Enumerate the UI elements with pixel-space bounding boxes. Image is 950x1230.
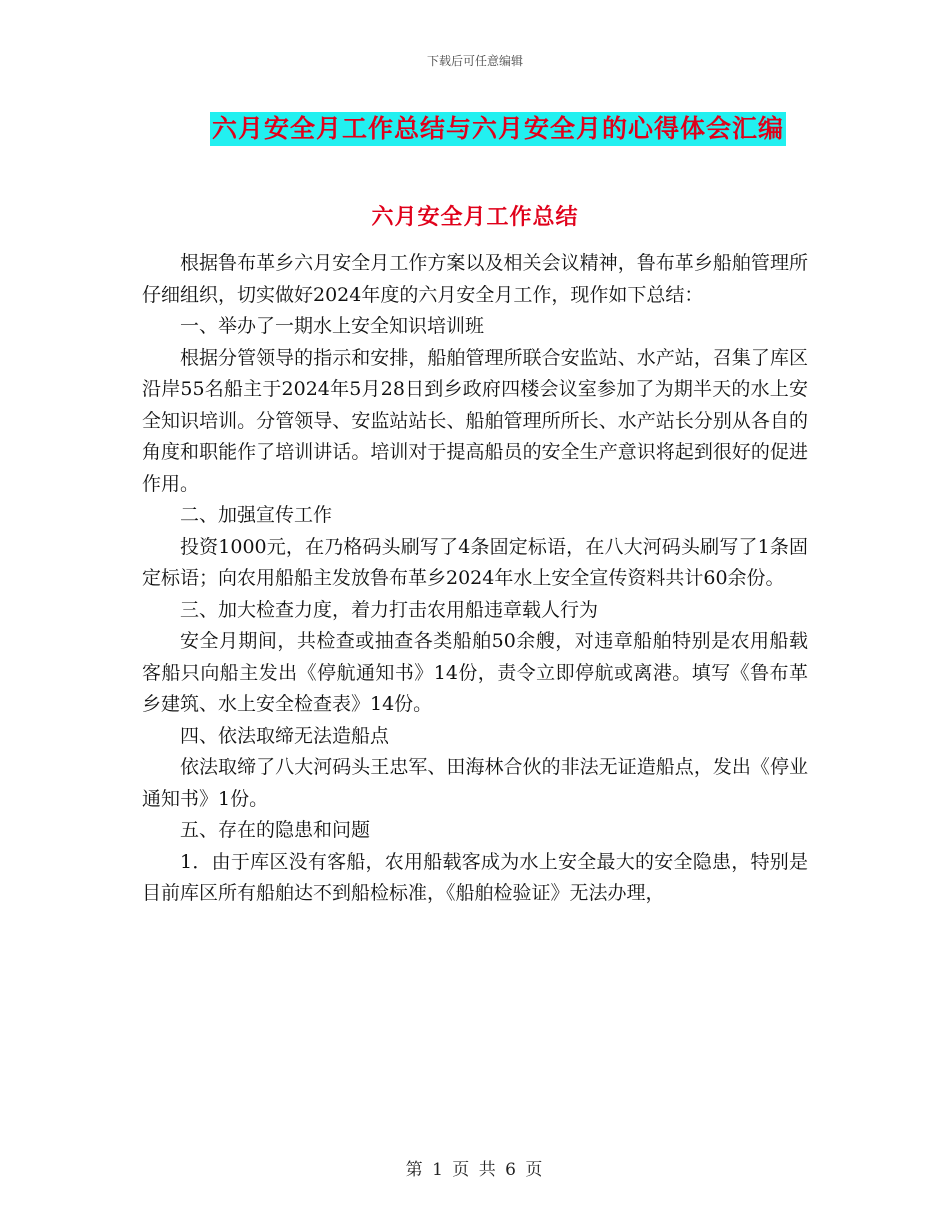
heading-ban: 四、依法取缔无法造船点 (180, 724, 390, 747)
heading-training: 一、举办了一期水上安全知识培训班 (180, 315, 485, 337)
document-title-container (0, 112, 950, 146)
paragraph-ban: 依法取缔了八大河码头王忠军、田海林合伙的非法无证造船点，发出《停业通知书》1份。 (142, 756, 808, 810)
paragraph-issues: 1．由于库区没有客船，农用船载客成为水上安全最大的安全隐患，特别是目前库区所有船舶达不到船检标准，《船舶检验证》无法办理， (142, 850, 808, 904)
paragraph-publicity: 投资1000元，在乃格码头刷写了4条固定标语，在八大河码头刷写了1条固定标语；向农用船船主发放鲁布革乡2024年水上安全宣传资料共计60余份。 (142, 535, 808, 589)
page-header-note: 下载后可任意编辑 (426, 54, 523, 68)
document-title: 六月安全月工作总结与六月安全月的心得体会汇编 (210, 112, 786, 146)
document-body (142, 248, 808, 910)
heading-publicity: 二、加强宣传工作 (180, 504, 333, 526)
paragraph-intro: 根据鲁布革乡六月安全月工作方案以及相关会议精神，鲁布革乡船舶管理所仔细组织，切实做好2024年度的六月安全月工作，现作如下总结： (142, 252, 808, 306)
paragraph-inspection: 安全月期间，共检查或抽查各类船舶50余艘，对违章船舶特别是农用船载客船只向船主发出《停航通知书》14份，责令立即停航或离港。填写《鲁布革乡建筑、水上安全检查表》14份。 (142, 630, 808, 715)
heading-issues: 五、存在的隐患和问题 (180, 819, 371, 841)
paragraph-training: 根据分管领导的指示和安排，船舶管理所联合安监站、水产站，召集了库区沿岸55名船主于2024年5月28日到乡政府四楼会议室参加了为期半天的水上安全知识培训。分管领导、安监站站长、船舶管理所所长、水产站长分别从各自的角度和职能作了培训讲话。培训对于提高船员的安全生产意识将起到很好的促进作用。 (142, 346, 808, 495)
page-number: 第 1 页 共 6 页 (405, 1160, 545, 1180)
section-title: 六月安全月工作总结 (371, 205, 579, 230)
heading-inspection: 三、加大检查力度，着力打击农用船违章载人行为 (180, 598, 599, 621)
